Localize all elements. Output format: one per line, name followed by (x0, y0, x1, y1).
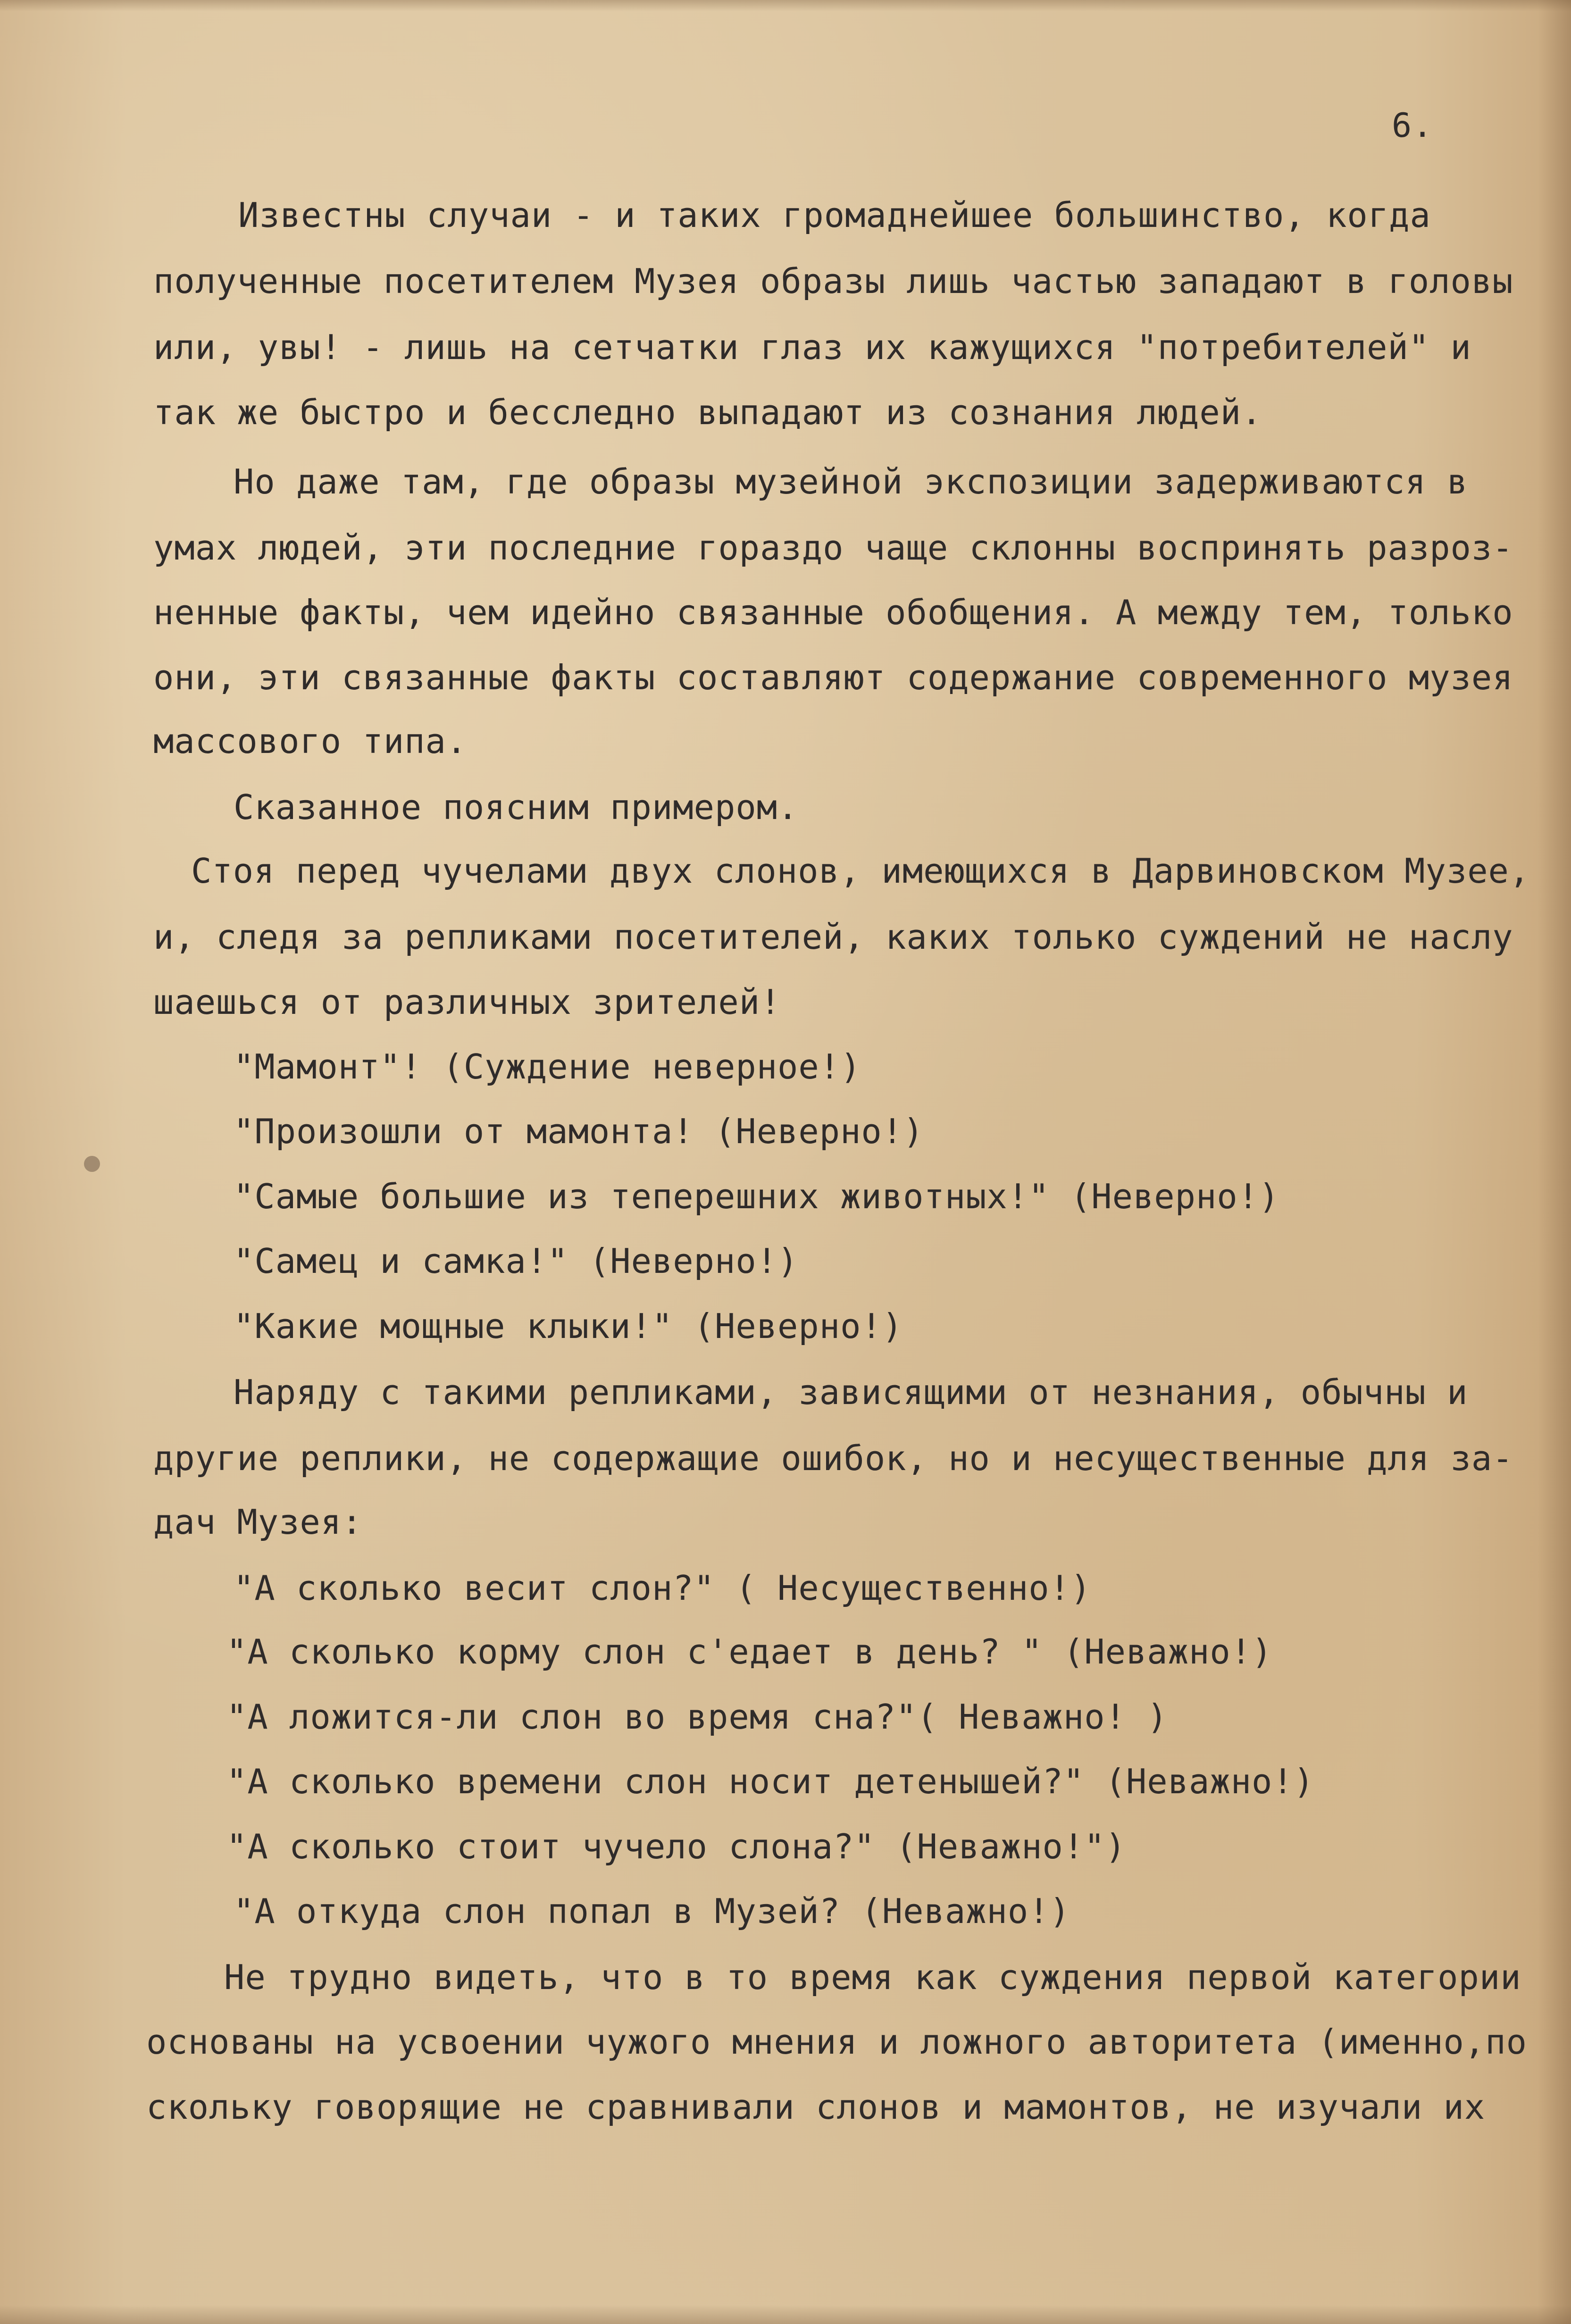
text-line: ненные факты, чем идейно связанные обобщения. А между тем, только (153, 593, 1513, 632)
text-line: Известны случаи - и таких громаднейшее большинство, когда (238, 195, 1431, 235)
text-line: "Самые большие из теперешних животных!" (Неверно!) (234, 1177, 1280, 1216)
text-line: Сказанное поясним примером. (234, 787, 799, 827)
text-line: так же быстро и бесследно выпадают из сознания людей. (153, 393, 1262, 432)
text-line: Наряду с такими репликами, зависящими от незнания, обычны и (234, 1372, 1468, 1412)
text-line: "Какие мощные клыки!" (Неверно!) (234, 1306, 903, 1346)
text-line: "А сколько весит слон?" ( Несущественно!) (234, 1568, 1092, 1608)
text-line: "А сколько корму слон с'едает в день? " (Неважно!) (226, 1632, 1273, 1672)
text-line: "А ложится-ли слон во время сна?"( Неважно! ) (226, 1697, 1168, 1737)
text-line: "Произошли от мамонта! (Неверно!) (234, 1112, 924, 1151)
text-line: "Самец и самка!" (Неверно!) (234, 1241, 799, 1281)
text-line: или, увы! - лишь на сетчатки глаз их кажущихся "потребителей" и (153, 327, 1471, 367)
text-line: шаешься от различных зрителей! (153, 982, 781, 1022)
text-line: полученные посетителем Музея образы лишь частью западают в головы (153, 261, 1513, 301)
text-line: умах людей, эти последние гораздо чаще склонны воспринять разроз- (153, 528, 1513, 568)
text-line: они, эти связанные факты составляют содержание современного музея (153, 658, 1513, 697)
page-edge-shadow-right (1538, 0, 1571, 2324)
text-line: скольку говорящие не сравнивали слонов и мамонтов, не изучали их (146, 2087, 1486, 2127)
text-line: "Мамонт"! (Суждение неверное!) (234, 1047, 861, 1087)
text-line: "А откуда слон попал в Музей? (Неважно!) (234, 1891, 1070, 1931)
page-edge-shadow-bottom (0, 2305, 1571, 2324)
ink-stain (84, 1156, 100, 1172)
text-line: другие реплики, не содержащие ошибок, но и несущественные для за- (153, 1438, 1513, 1478)
page-number: 6. (1392, 106, 1434, 145)
text-line: массового типа. (153, 721, 468, 761)
text-line: "А сколько стоит чучело слона?" (Неважно!") (226, 1827, 1126, 1866)
text-line: Но даже там, где образы музейной экспозиции задерживаются в (234, 462, 1468, 502)
text-line: Не трудно видеть, что в то время как суждения первой категории (224, 1957, 1521, 1997)
text-line: основаны на усвоении чужого мнения и ложного авторитета (именно,по (146, 2022, 1527, 2062)
page-edge-shadow-top (0, 0, 1571, 11)
text-line: и, следя за репликами посетителей, каких только суждений не наслу (153, 917, 1513, 957)
text-line: "А сколько времени слон носит детенышей?" (Неважно!) (226, 1762, 1315, 1801)
text-line: Стоя перед чучелами двух слонов, имеющихся в Дарвиновском Музее, (191, 851, 1530, 891)
text-line: дач Музея: (153, 1502, 363, 1542)
